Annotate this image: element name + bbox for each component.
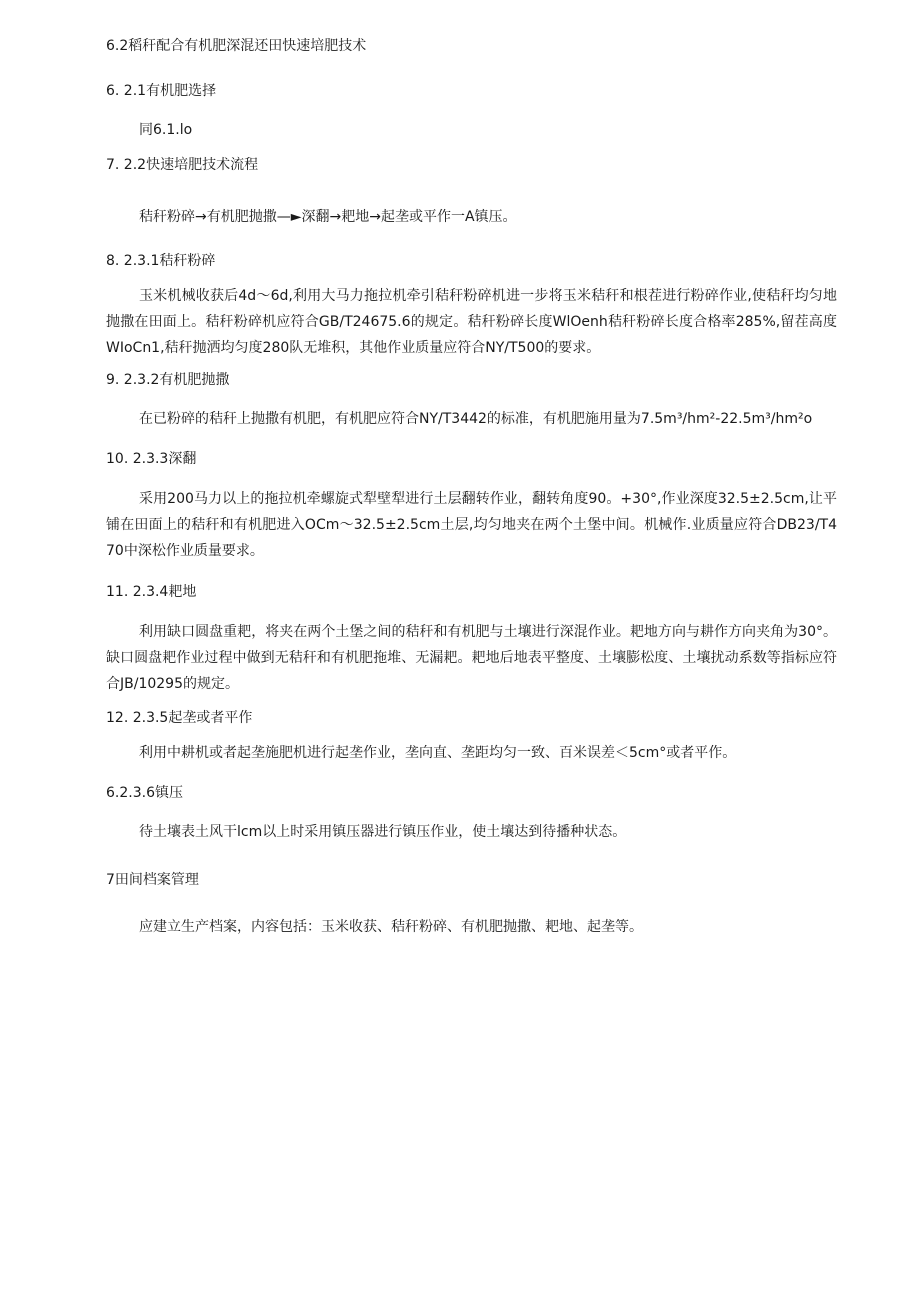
heading-6-2-3-1: 8. 2.3.1秸秆粉碎 bbox=[106, 253, 216, 269]
heading-6-2-2: 7. 2.2快速培肥技术流程 bbox=[106, 157, 259, 173]
paragraph-6-2-3-4: 利用缺口圆盘重耙，将夹在两个土堡之间的秸秆和有机肥与土壤进行深混作业。耙地方向与耕作方向夹角为30°。缺口圆盘耙作业过程中做到无秸秆和有机肥拖堆、无漏耙。耙地后地表平整度、土壤膨松度、土壤扰动系数等指标应符合JB/10295的规定。 bbox=[106, 624, 837, 692]
heading-6-2-3-6: 6.2.3.6镇压 bbox=[106, 785, 183, 801]
heading-6-2-3-5: 12. 2.3.5起垄或者平作 bbox=[106, 710, 253, 726]
heading-6-2-3-2: 9. 2.3.2有机肥抛撒 bbox=[106, 372, 230, 388]
paragraph-6-2-1: 同6.1.lo bbox=[139, 122, 193, 138]
paragraph-6-2-2: 秸秆粉碎→有机肥抛撒—►深翻→耙地→起垄或平作一A镇压。 bbox=[139, 209, 517, 225]
heading-6-2-3-4: 11. 2.3.4耙地 bbox=[106, 584, 197, 600]
paragraph-6-2-3-3: 采用200马力以上的拖拉机牵螺旋式犁壁犁进行土层翻转作业，翻转角度90。+30°,作业深度32.5±2.5cm,让平铺在田面上的秸秆和有机肥进入OCm～32.5±2.5cm土层,均匀地夹在两个土堡中间。机械作.业质量应符合DB23/T470中深松作业质量要求。 bbox=[106, 491, 837, 559]
heading-6-2-3-3: 10. 2.3.3深翻 bbox=[106, 451, 197, 467]
paragraph-7: 应建立生产档案，内容包括：玉米收获、秸秆粉碎、有机肥抛撒、耙地、起垄等。 bbox=[139, 919, 643, 935]
heading-7: 7田间档案管理 bbox=[106, 872, 199, 888]
heading-6-2-1: 6. 2.1有机肥选择 bbox=[106, 83, 217, 99]
paragraph-6-2-3-6: 待土壤表土风干lcm以上时采用镇压器进行镇压作业，使土壤达到待播种状态。 bbox=[139, 824, 627, 840]
paragraph-6-2-3-1: 玉米机械收获后4d～6d,利用大马力拖拉机牵引秸秆粉碎机进一步将玉米秸秆和根茬进行粉碎作业,使秸秆均匀地抛撒在田面上。秸秆粉碎机应符合GB/T24675.6的规定。秸秆粉碎长度WlOenh秸秆粉碎长度合格率285%,留茬高度WIoCn1,秸秆抛洒均匀度280队无堆积，其他作业质量应符合NY/T500的要求。 bbox=[106, 288, 837, 356]
paragraph-6-2-3-5: 利用中耕机或者起垄施肥机进行起垄作业，垄向直、垄距均匀一致、百米误差＜5cm°或者平作。 bbox=[139, 745, 737, 761]
paragraph-6-2-3-2: 在已粉碎的秸秆上抛撒有机肥，有机肥应符合NY/T3442的标准，有机肥施用量为7.5m³/hm²-22.5m³/hm²o bbox=[139, 411, 813, 427]
section-title: 6.2稻秆配合有机肥深混还田快速培肥技术 bbox=[106, 38, 367, 54]
